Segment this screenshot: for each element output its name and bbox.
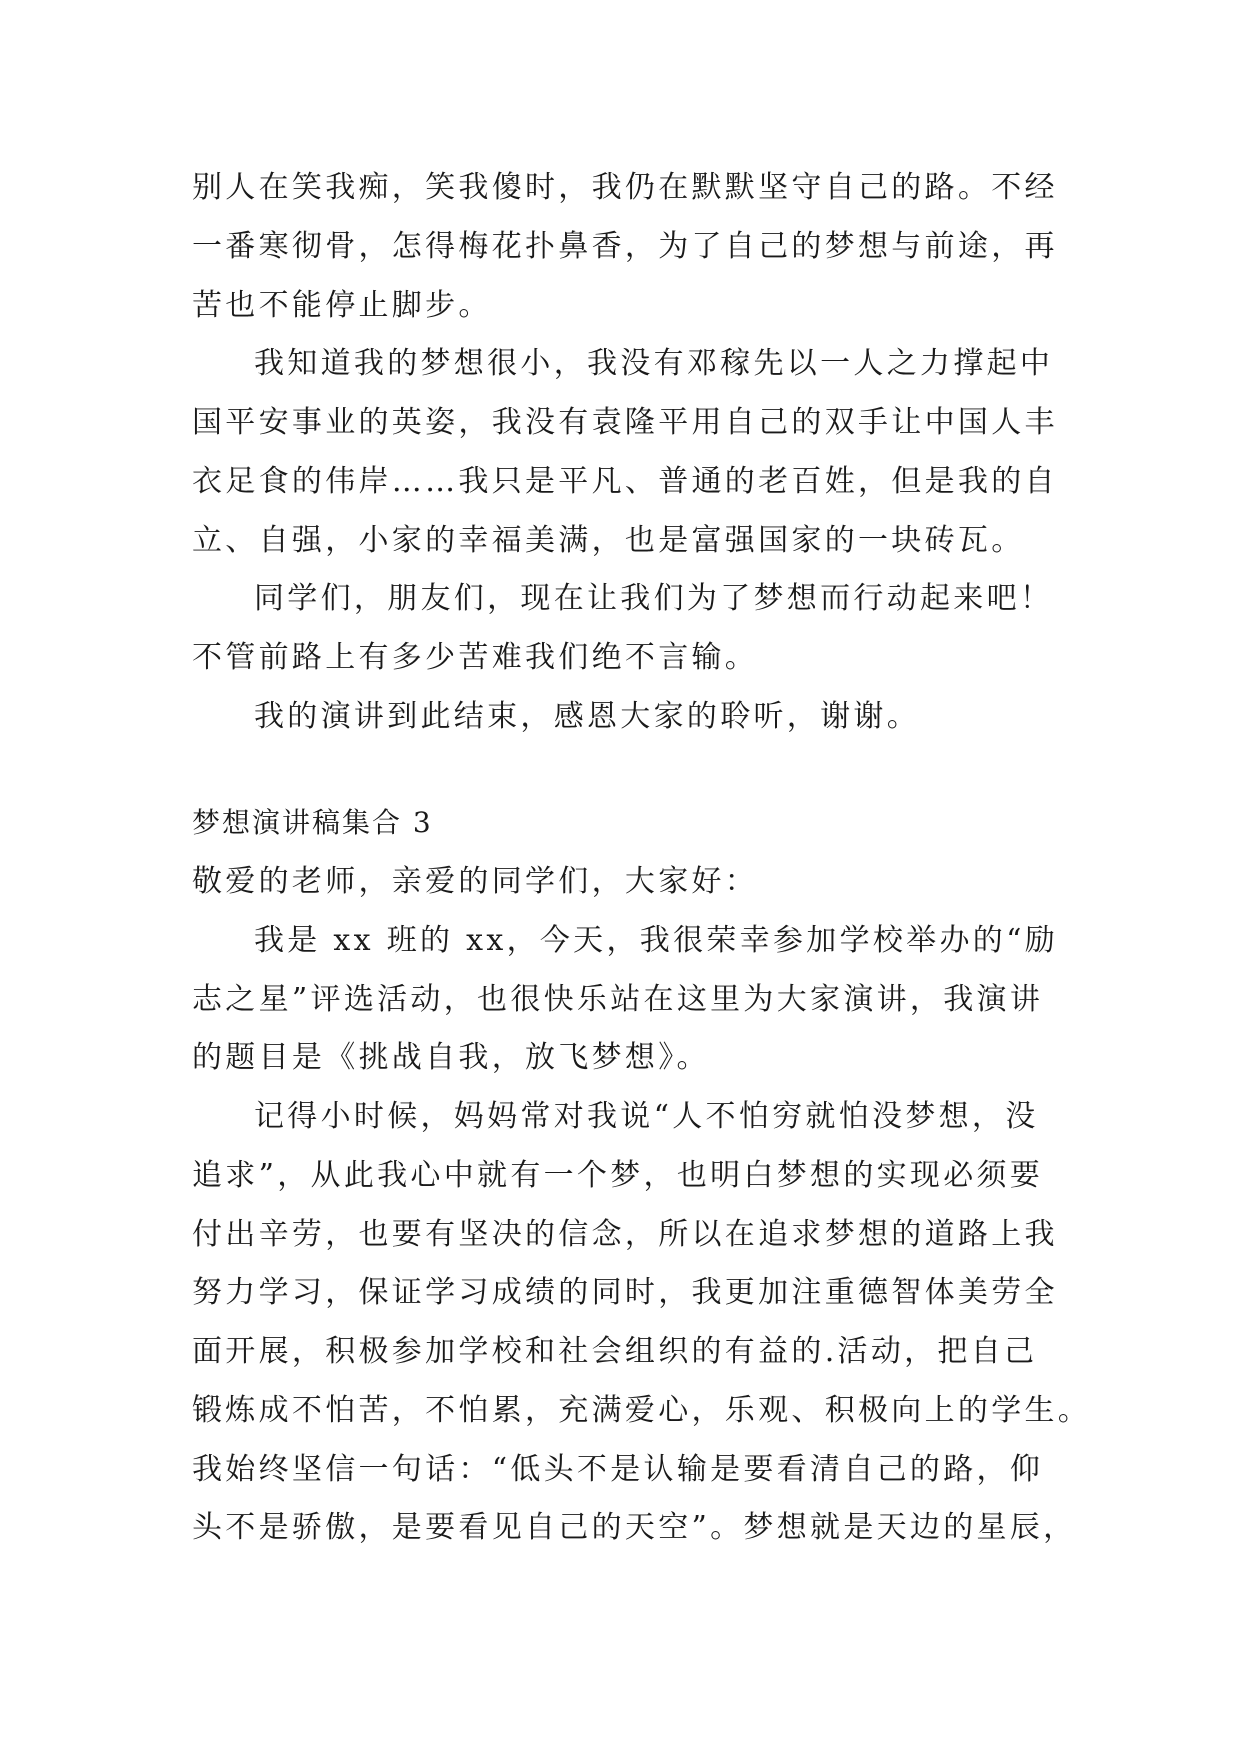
paragraph-line: 志之星”评选活动，也很快乐站在这里为大家演讲，我演讲 [192, 982, 1044, 1017]
paragraph-line: 努力学习，保证学习成绩的同时，我更加注重德智体美劳全 [192, 1275, 1058, 1310]
paragraph-line: 头不是骄傲，是要看见自己的天空”。梦想就是天边的星辰， [192, 1510, 1077, 1545]
paragraph-line: 苦也不能停止脚步。 [192, 288, 492, 323]
paragraph-line: 我知道我的梦想很小，我没有邓稼先以一人之力撑起中 [254, 346, 1054, 381]
paragraph-line: 国平安事业的英姿，我没有袁隆平用自己的双手让中国人丰 [192, 405, 1058, 440]
section-heading: 梦想演讲稿集合 3 [192, 806, 433, 839]
paragraph-line: 立、自强，小家的幸福美满，也是富强国家的一块砖瓦。 [192, 523, 1025, 558]
paragraph-line: 的题目是《挑战自我，放飞梦想》。 [192, 1040, 710, 1075]
paragraph-line: 别人在笑我痴，笑我傻时，我仍在默默坚守自己的路。不经 [192, 170, 1058, 205]
salutation-line: 敬爱的老师，亲爱的同学们，大家好： [192, 864, 759, 899]
paragraph-line: 一番寒彻骨，怎得梅花扑鼻香，为了自己的梦想与前途，再 [192, 229, 1058, 264]
paragraph-line: 我是 xx 班的 xx，今天，我很荣幸参加学校举办的“励 [254, 923, 1059, 958]
paragraph-line: 锻炼成不怕苦，不怕累，充满爱心，乐观、积极向上的学生。 [192, 1393, 1092, 1428]
paragraph-line: 面开展，积极参加学校和社会组织的有益的.活动，把自己 [192, 1334, 1038, 1369]
paragraph-line: 记得小时候，妈妈常对我说“人不怕穷就怕没梦想，没 [254, 1099, 1039, 1134]
paragraph-line: 不管前路上有多少苦难我们绝不言输。 [192, 640, 759, 675]
paragraph-line: 衣足食的伟岸……我只是平凡、普通的老百姓，但是我的自 [192, 464, 1058, 499]
paragraph-line: 我始终坚信一句话：“低头不是认输是要看清自己的路，仰 [192, 1452, 1044, 1487]
paragraph-line: 同学们，朋友们，现在让我们为了梦想而行动起来吧！ [254, 581, 1054, 616]
paragraph-line: 我的演讲到此结束，感恩大家的聆听，谢谢。 [254, 699, 920, 734]
paragraph-line: 付出辛劳，也要有坚决的信念，所以在追求梦想的道路上我 [192, 1217, 1058, 1252]
paragraph-line: 追求”，从此我心中就有一个梦，也明白梦想的实现必须要 [192, 1158, 1044, 1193]
